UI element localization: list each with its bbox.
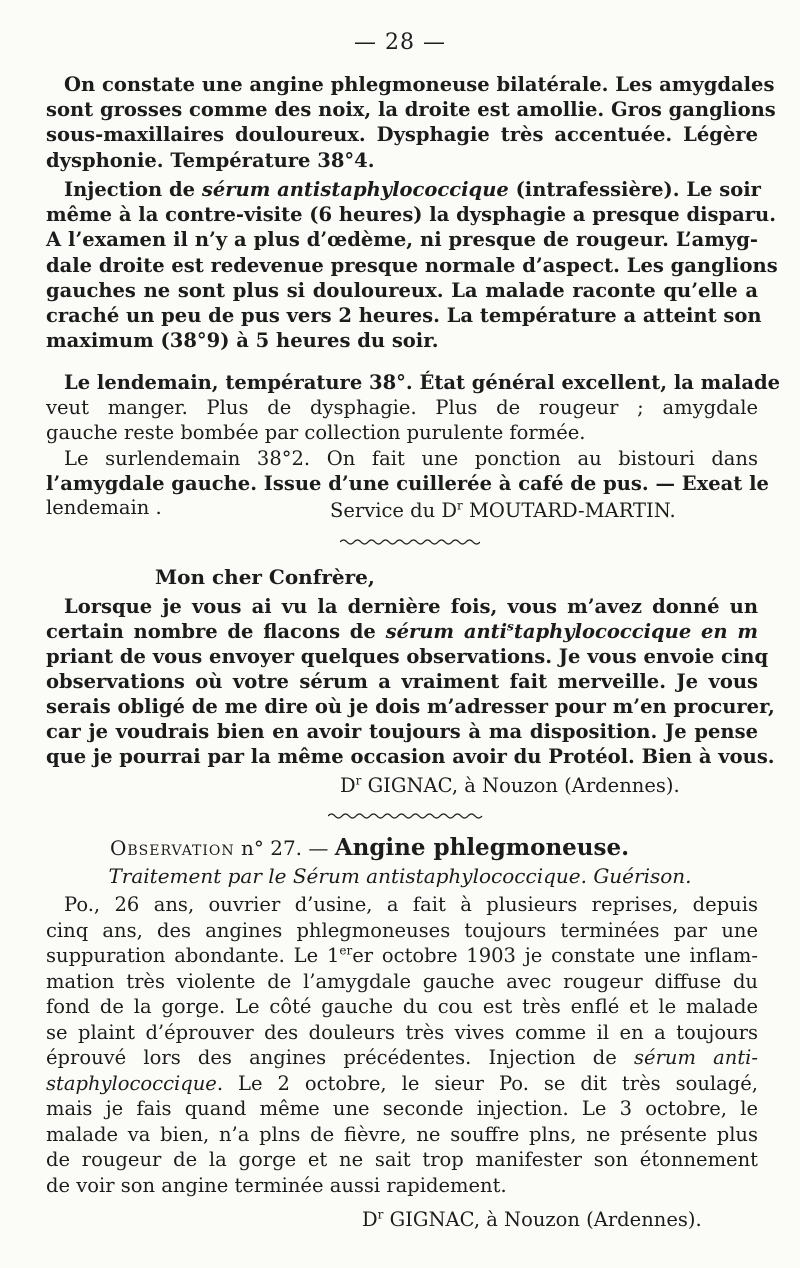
text-fragment: certain nombre de flacons de — [46, 620, 386, 643]
next-day-paragraph — [46, 370, 780, 446]
text-line: fond de la gorge. Le côté gauche du cou est très enflé et le malade — [46, 995, 758, 1018]
serum-name: staphylococcique — [46, 1071, 217, 1095]
text-line — [46, 619, 758, 644]
text-line: observations où votre sérum a vraiment fait merveille. Je vous — [46, 670, 758, 693]
serum-name: Sérum antistaphylococcique — [292, 864, 581, 888]
text-fragment: . Le 2 octobre, le sieur Po. se dit très soulagé, — [216, 1071, 758, 1095]
text-fragment: D — [340, 774, 356, 797]
text-line: sont grosses comme des noix, la droite est amollie. Gros ganglions — [46, 98, 776, 122]
text-line: car je voudrais bien en avoir toujours à ma disposition. Je pense — [46, 720, 758, 743]
text-line: malade va bien, n’a plns de fièvre, ne souffre plns, ne présente plus — [46, 1122, 758, 1146]
serum-name: sérum anti — [385, 620, 508, 643]
text-fragment: taphylococcique en m — [513, 620, 758, 643]
text-line: mation très violente de l’amygdale gauche avec rougeur diffuse du — [46, 969, 758, 993]
text-line: gauches ne sont plus si douloureux. La malade raconte qu’elle a — [46, 278, 758, 302]
observation-subtitle — [0, 864, 800, 888]
text-line: dale droite est redevenue presque normale d’aspect. Les ganglions — [46, 253, 778, 277]
text-line — [46, 1045, 758, 1071]
text-fragment: . Guérison. — [580, 864, 692, 888]
text-fragment: GIGNAC, à Nouzon (Ardennes). — [383, 1208, 702, 1231]
superscript: r — [355, 773, 362, 788]
text-line: de voir son angine terminée aussi rapidement. — [46, 1173, 507, 1197]
text-line: A l’examen il n’y a plus d’œdème, ni presque de rougeur. L’amyg- — [46, 228, 758, 252]
text-line — [46, 1071, 758, 1097]
text-line: suppuration abondante. Le 1erer octobre 1903 je constate une inflam- — [46, 943, 758, 967]
text-line: Le surlendemain 38°2. On fait une ponction au bistouri dans — [64, 447, 758, 470]
letter-body — [46, 594, 775, 769]
closing-word: lendemain . — [46, 496, 162, 519]
observation-number: n° 27. — — [234, 836, 335, 860]
text-line: se plaint d’éprouver des douleurs très vives comme il en a toujours — [46, 1020, 758, 1044]
text-line: serais obligé de me dire où je dois m’adresser pour m’en procurer, — [46, 695, 775, 718]
text-line: Le lendemain, température 38°. État général excellent, la malade — [64, 371, 780, 394]
observation-signature — [362, 1208, 702, 1231]
text-line: priant de vous envoyer quelques observations. Je vous envoie cinq — [46, 645, 769, 668]
text-fragment: suppuration abondante. Le 1 — [46, 944, 340, 967]
text-line: sous-maxillaires douloureux. Dysphagie très accentuée. Légère — [46, 123, 758, 147]
text-line: même à la contre-visite (6 heures) la dysphagie a presque disparu. — [46, 203, 777, 227]
case-report-opening — [46, 72, 776, 173]
superscript: s — [507, 619, 514, 634]
observation-label: Observation — [110, 836, 235, 860]
text-line: Po., 26 ans, ouvrier d’usine, a fait à plusieurs reprises, depuis — [64, 893, 758, 916]
text-line: gauche reste bombée par collection purulente formée. — [46, 421, 586, 445]
text-fragment: MOUTARD-MARTIN. — [462, 499, 676, 522]
text-fragment: GIGNAC, à Nouzon (Ardennes). — [361, 774, 680, 797]
text-line: Lorsque je vous ai vu la dernière fois, vous m’avez donné un — [64, 595, 758, 618]
superscript: r — [377, 1207, 384, 1222]
text-fragment: éprouvé lors des angines précédentes. Injection de — [46, 1046, 635, 1069]
text-fragment: (intrafessière). Le soir — [508, 178, 761, 201]
wavy-divider — [340, 538, 480, 546]
text-line — [46, 177, 761, 202]
text-line: de rougeur de la gorge et ne sait trop manifester son étonnement — [46, 1148, 758, 1171]
serum-name: sérum antistaphylococcique — [201, 178, 509, 201]
text-line: l’amygdale gauche. Issue d’une cuillerée à café de pus. — Exeat le — [46, 472, 769, 496]
wavy-divider — [328, 812, 484, 820]
text-line: craché un peu de pus vers 2 heures. La température a atteint son — [46, 304, 762, 328]
injection-paragraph — [46, 177, 778, 353]
text-line: cinq ans, des angines phlegmoneuses toujours terminées par une — [46, 918, 758, 942]
page-number: — 28 — — [354, 30, 446, 55]
text-line: On constate une angine phlegmoneuse bilatérale. Les amygdales — [64, 73, 775, 96]
text-line: dysphonie. Température 38°4. — [46, 148, 375, 172]
day-after-paragraph — [46, 446, 769, 496]
observation-title: Angine phlegmoneuse. — [334, 834, 630, 861]
text-fragment: Service du D — [330, 499, 458, 522]
text-fragment: Injection de — [64, 178, 202, 201]
serum-name: sérum anti- — [634, 1046, 758, 1069]
text-line: que je pourrai par la même occasion avoir du Protéol. Bien à vous. — [46, 745, 775, 768]
superscript: r — [457, 498, 463, 513]
text-fragment: Traitement par le — [108, 864, 293, 888]
service-attribution — [330, 499, 676, 522]
letter-salutation: Mon cher Confrère, — [155, 565, 375, 589]
text-line: mais je fais quand même une seconde injection. Le 3 octobre, le — [46, 1097, 758, 1120]
text-fragment: er octobre 1903 je constate une inflam- — [352, 944, 758, 967]
letter-signature — [340, 774, 680, 797]
text-line: maximum (38°9) à 5 heures du soir. — [46, 329, 439, 353]
observation-heading — [110, 834, 629, 861]
text-line: veut manger. Plus de dysphagie. Plus de rougeur ; amygdale — [46, 396, 758, 420]
observation-body — [46, 892, 758, 1198]
text-fragment: D — [362, 1208, 378, 1231]
